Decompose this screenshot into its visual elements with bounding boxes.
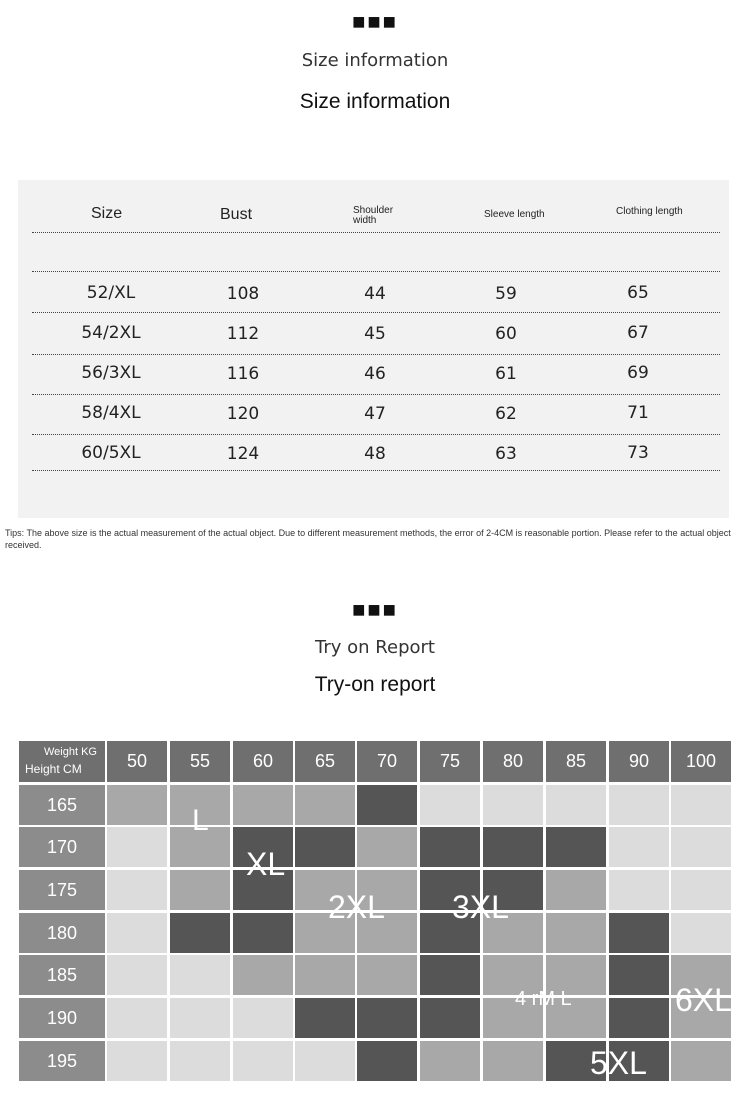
grid-cell (233, 785, 293, 825)
grid-cell (233, 1041, 293, 1081)
cell-bust: 120 (226, 404, 260, 424)
grid-cell (671, 827, 731, 867)
weight-header: 55 (170, 741, 230, 782)
cell-sleeve: 62 (495, 404, 517, 424)
cell-bust: 124 (226, 444, 260, 464)
grid-cell (170, 1041, 230, 1081)
grid-cell (546, 913, 606, 953)
grid-cell (420, 955, 480, 995)
tryon-section-subtitle: Try on Report (315, 637, 435, 658)
cell-bust: 108 (226, 284, 260, 304)
grid-cell (170, 955, 230, 995)
grid-cell (546, 785, 606, 825)
section-dots-icon: ■■■ (352, 9, 398, 34)
header-sleeve: Sleeve length (484, 209, 545, 220)
size-label-L: L (192, 804, 209, 837)
grid-cell (420, 827, 480, 867)
grid-cell (609, 998, 669, 1038)
grid-cell (420, 1041, 480, 1081)
grid-cell (357, 827, 417, 867)
grid-cell (170, 870, 230, 910)
grid-cell (107, 955, 167, 995)
tips-note: Tips: The above size is the actual measurement of the actual object. Due to different measurement methods, the error of 2-4CM is reasonable portion. Please refer to the actual object received. (5, 528, 731, 550)
grid-cell (609, 827, 669, 867)
cell-sleeve: 60 (495, 324, 517, 344)
grid-cell (671, 913, 731, 953)
grid-cell (420, 785, 480, 825)
size-label-6XL: 6XL (675, 982, 732, 1018)
grid-cell (483, 785, 543, 825)
weight-header: 80 (483, 741, 543, 782)
height-header: 175 (19, 870, 105, 910)
size-section-title: Size information (299, 90, 451, 113)
corner-weight-label: Weight KG (44, 746, 97, 758)
grid-cell (107, 913, 167, 953)
cell-shoulder: 46 (364, 364, 386, 384)
cell-clothing: 69 (627, 363, 649, 383)
weight-header: 100 (671, 741, 731, 782)
weight-header: 50 (107, 741, 167, 782)
size-label-3XL: 3XL (452, 889, 509, 925)
size-label-4XL: 4 rM L (515, 988, 572, 1010)
grid-cell (357, 998, 417, 1038)
divider (32, 394, 720, 395)
height-header: 190 (19, 998, 105, 1038)
header-clothing: Clothing length (616, 206, 683, 217)
cell-size: 60/5XL (81, 443, 141, 463)
grid-cell (295, 785, 355, 825)
cell-sleeve: 61 (495, 364, 517, 384)
weight-header: 65 (295, 741, 355, 782)
tryon-section-title: Try-on report (314, 673, 436, 696)
grid-cell (671, 785, 731, 825)
divider (32, 434, 720, 435)
grid-cell (233, 998, 293, 1038)
grid-cell (420, 998, 480, 1038)
grid-cell (107, 785, 167, 825)
height-header: 170 (19, 827, 105, 867)
cell-shoulder: 44 (364, 284, 386, 304)
height-header: 195 (19, 1041, 105, 1081)
header-bust: Bust (220, 206, 253, 223)
weight-header: 60 (233, 741, 293, 782)
grid-cell (357, 785, 417, 825)
grid-cell (107, 827, 167, 867)
header-size: Size (91, 205, 123, 222)
grid-cell (609, 913, 669, 953)
cell-bust: 116 (226, 364, 260, 384)
cell-shoulder: 48 (364, 444, 386, 464)
grid-cell (609, 870, 669, 910)
grid-cell (483, 827, 543, 867)
grid-cell (295, 1041, 355, 1081)
grid-cell (357, 955, 417, 995)
cell-shoulder: 45 (364, 324, 386, 344)
height-header: 180 (19, 913, 105, 953)
cell-clothing: 73 (627, 443, 649, 463)
grid-cell (107, 998, 167, 1038)
weight-header: 90 (609, 741, 669, 782)
grid-cell (357, 1041, 417, 1081)
weight-header: 75 (420, 741, 480, 782)
corner-height-label: Height CM (25, 762, 82, 776)
size-section-subtitle: Size information (301, 50, 449, 71)
cell-sleeve: 59 (495, 284, 517, 304)
cell-size: 52/XL (86, 283, 136, 303)
grid-cell (609, 955, 669, 995)
header-shoulder-line1: Shoulder (353, 205, 394, 216)
cell-shoulder: 47 (364, 404, 386, 424)
grid-cell (170, 913, 230, 953)
grid-cell (295, 827, 355, 867)
grid-cell (671, 1041, 731, 1081)
section-dots-icon: ■■■ (352, 597, 398, 622)
grid-cell (107, 870, 167, 910)
grid-cell (233, 955, 293, 995)
size-table (18, 180, 729, 518)
header-shoulder-line2: width (353, 215, 377, 226)
cell-size: 56/3XL (81, 363, 141, 383)
divider (32, 271, 720, 272)
weight-header: 70 (357, 741, 417, 782)
divider (32, 312, 720, 313)
divider (32, 354, 720, 355)
cell-size: 54/2XL (81, 323, 141, 343)
cell-clothing: 71 (627, 403, 649, 423)
cell-sleeve: 63 (495, 444, 517, 464)
size-label-5XL: 5XL (590, 1045, 647, 1081)
grid-cell (170, 998, 230, 1038)
grid-cell (671, 870, 731, 910)
size-label-2XL: 2XL (328, 889, 385, 925)
grid-cell (107, 1041, 167, 1081)
cell-clothing: 65 (627, 283, 649, 303)
grid-cell (295, 955, 355, 995)
divider (32, 232, 720, 233)
grid-cell (609, 785, 669, 825)
height-header: 185 (19, 955, 105, 995)
height-header: 165 (19, 785, 105, 825)
cell-clothing: 67 (627, 323, 649, 343)
cell-size: 58/4XL (81, 403, 141, 423)
weight-header: 85 (546, 741, 606, 782)
size-label-XL: XL (246, 846, 286, 882)
grid-cell (233, 913, 293, 953)
grid-cell (295, 998, 355, 1038)
cell-bust: 112 (226, 324, 260, 344)
grid-cell (546, 870, 606, 910)
divider (32, 470, 720, 471)
grid-cell (483, 1041, 543, 1081)
grid-cell (546, 827, 606, 867)
grid-corner (19, 741, 105, 782)
